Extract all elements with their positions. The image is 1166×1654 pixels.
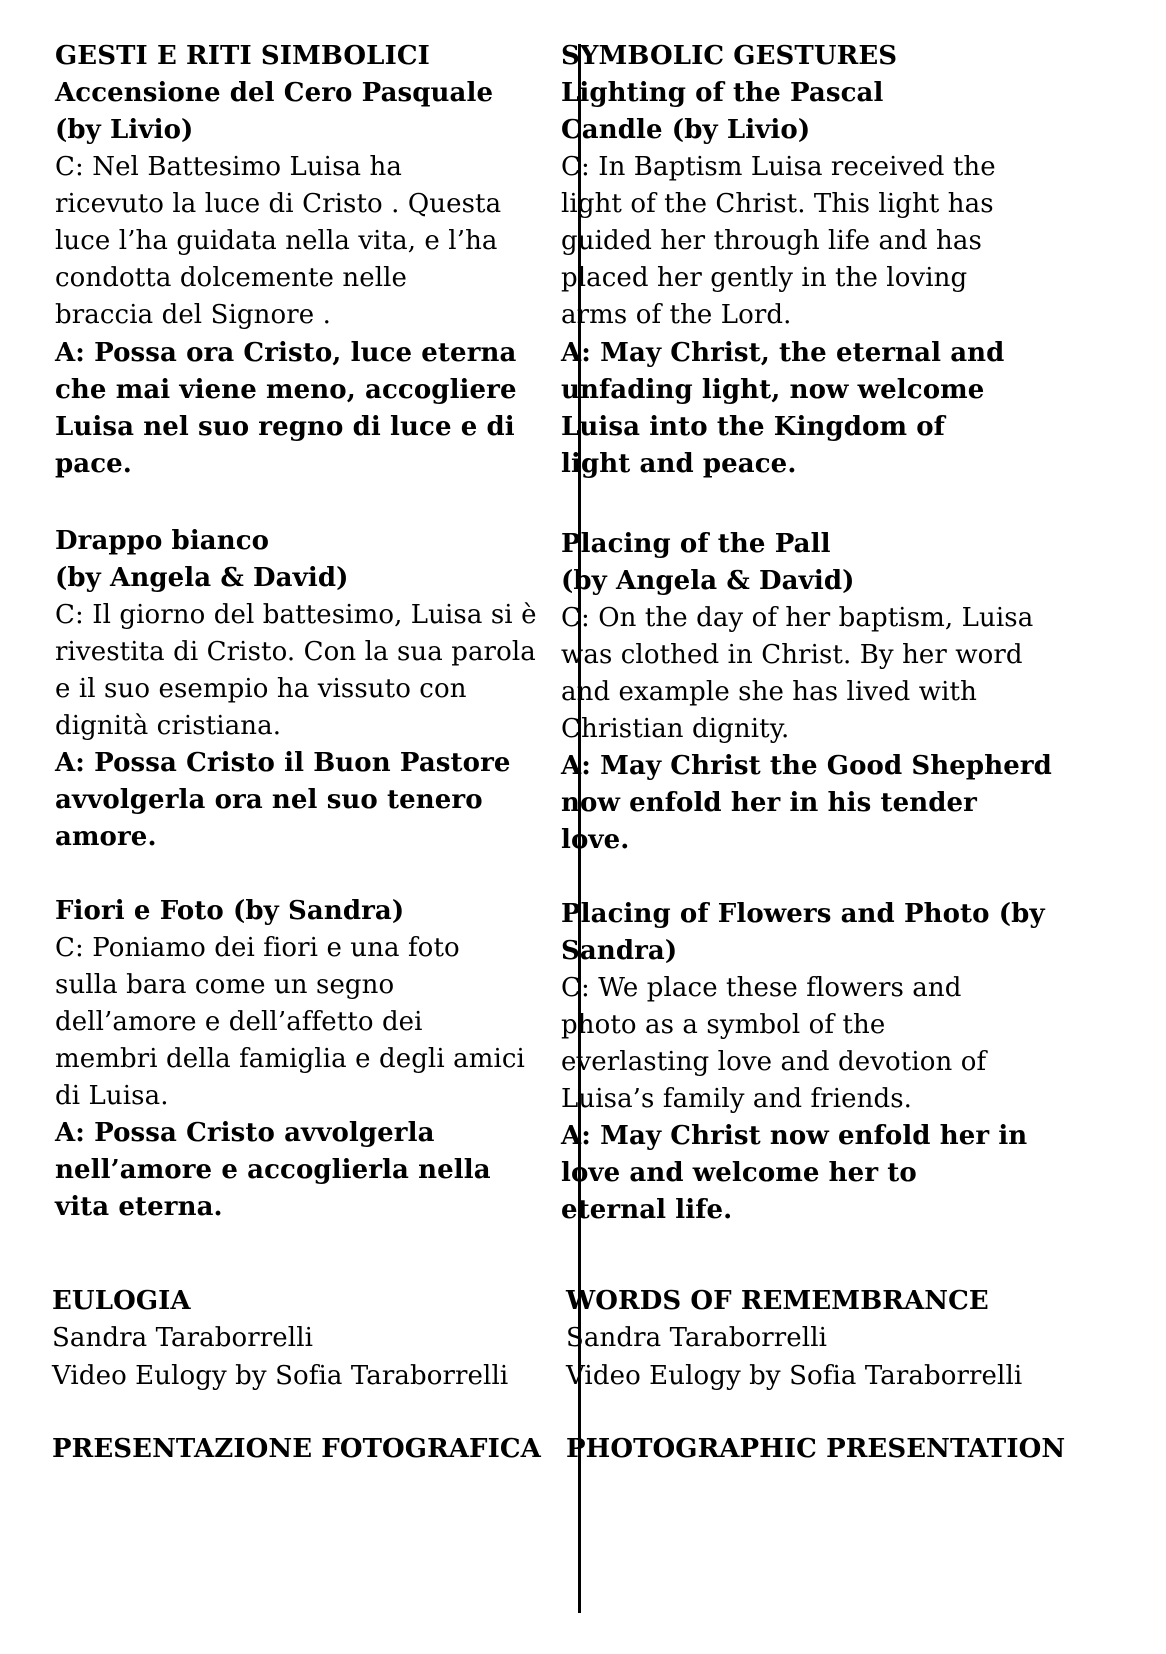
celebrant-line: arms of the Lord. — [561, 300, 792, 330]
assembly-line: unfading light, now welcome — [561, 375, 985, 405]
eulogy-speaker: Sandra Taraborrelli — [566, 1323, 828, 1353]
section-heading: GESTI E RITI SIMBOLICI — [55, 41, 430, 71]
candle-title: Accensione del Cero Pasquale — [55, 78, 494, 108]
assembly-line: A: May Christ, the eternal and — [561, 338, 1005, 368]
pall-title: (by Angela & David) — [561, 566, 855, 596]
celebrant-line: light of the Christ. This light has — [561, 189, 994, 219]
celebrant-line: Christian dignity. — [561, 714, 790, 744]
candle-title: Candle (by Livio) — [561, 115, 811, 145]
celebrant-line: dignità cristiana. — [55, 711, 282, 741]
celebrant-line: was clothed in Christ. By her word — [561, 640, 1023, 670]
assembly-line: eternal life. — [561, 1195, 733, 1225]
photo-presentation-heading: PRESENTAZIONE FOTOGRAFICA — [52, 1434, 541, 1464]
photo-presentation-heading: PHOTOGRAPHIC PRESENTATION — [566, 1434, 1066, 1464]
assembly-line: che mai viene meno, accogliere — [55, 375, 517, 405]
celebrant-line: C: Nel Battesimo Luisa ha — [55, 152, 402, 182]
eulogy-speaker: Sandra Taraborrelli — [52, 1323, 314, 1353]
celebrant-line: sulla bara come un segno — [55, 970, 395, 1000]
celebrant-line: rivestita di Cristo. Con la sua parola — [55, 637, 536, 667]
video-eulogy: Video Eulogy by Sofia Taraborrelli — [52, 1361, 509, 1391]
eulogy-heading: EULOGIA — [52, 1286, 191, 1316]
celebrant-line: braccia del Signore . — [55, 300, 332, 330]
pall-title: Placing of the Pall — [561, 529, 831, 559]
celebrant-line: C: We place these flowers and — [561, 973, 962, 1003]
pall-title: Drappo bianco — [55, 526, 270, 556]
candle-title: Lighting of the Pascal — [561, 78, 884, 108]
assembly-line: A: May Christ the Good Shepherd — [561, 751, 1052, 781]
assembly-line: A: Possa Cristo il Buon Pastore — [55, 748, 511, 778]
celebrant-line: placed her gently in the loving — [561, 263, 968, 293]
celebrant-line: Luisa’s family and friends. — [561, 1084, 913, 1114]
assembly-line: amore. — [55, 822, 157, 852]
candle-title: (by Livio) — [55, 115, 194, 145]
assembly-line: now enfold her in his tender — [561, 788, 977, 818]
flowers-title: Sandra) — [561, 936, 678, 966]
celebrant-line: membri della famiglia e degli amici — [55, 1044, 525, 1074]
celebrant-line: C: On the day of her baptism, Luisa — [561, 603, 1034, 633]
celebrant-line: e il suo esempio ha vissuto con — [55, 674, 467, 704]
assembly-line: love and welcome her to — [561, 1158, 917, 1188]
celebrant-line: ricevuto la luce di Cristo . Questa — [55, 189, 502, 219]
assembly-line: nell’amore e accoglierla nella — [55, 1155, 491, 1185]
celebrant-line: guided her through life and has — [561, 226, 982, 256]
assembly-line: Luisa into the Kingdom of — [561, 412, 945, 442]
eulogy-heading: WORDS OF REMEMBRANCE — [566, 1286, 989, 1316]
celebrant-line: C: Il giorno del battesimo, Luisa si è — [55, 600, 537, 630]
assembly-line: vita eterna. — [55, 1192, 223, 1222]
flowers-title: Fiori e Foto (by Sandra) — [55, 896, 405, 926]
celebrant-line: photo as a symbol of the — [561, 1010, 886, 1040]
celebrant-line: di Luisa. — [55, 1081, 169, 1111]
assembly-line: A: May Christ now enfold her in — [561, 1121, 1028, 1151]
assembly-line: Luisa nel suo regno di luce e di — [55, 412, 515, 442]
celebrant-line: luce l’ha guidata nella vita, e l’ha — [55, 226, 498, 256]
assembly-line: pace. — [55, 449, 132, 479]
celebrant-line: C: Poniamo dei fiori e una foto — [55, 933, 460, 963]
flowers-title: Placing of Flowers and Photo (by — [561, 899, 1045, 929]
celebrant-line: condotta dolcemente nelle — [55, 263, 408, 293]
pall-title: (by Angela & David) — [55, 563, 349, 593]
section-heading: SYMBOLIC GESTURES — [561, 41, 898, 71]
assembly-line: light and peace. — [561, 449, 797, 479]
celebrant-line: and example she has lived with — [561, 677, 977, 707]
celebrant-line: everlasting love and devotion of — [561, 1047, 987, 1077]
assembly-line: avvolgerla ora nel suo tenero — [55, 785, 483, 815]
video-eulogy: Video Eulogy by Sofia Taraborrelli — [566, 1361, 1023, 1391]
celebrant-line: C: In Baptism Luisa received the — [561, 152, 996, 182]
celebrant-line: dell’amore e dell’affetto dei — [55, 1007, 423, 1037]
assembly-line: A: Possa Cristo avvolgerla — [55, 1118, 435, 1148]
assembly-line: A: Possa ora Cristo, luce eterna — [55, 338, 517, 368]
assembly-line: love. — [561, 825, 630, 855]
